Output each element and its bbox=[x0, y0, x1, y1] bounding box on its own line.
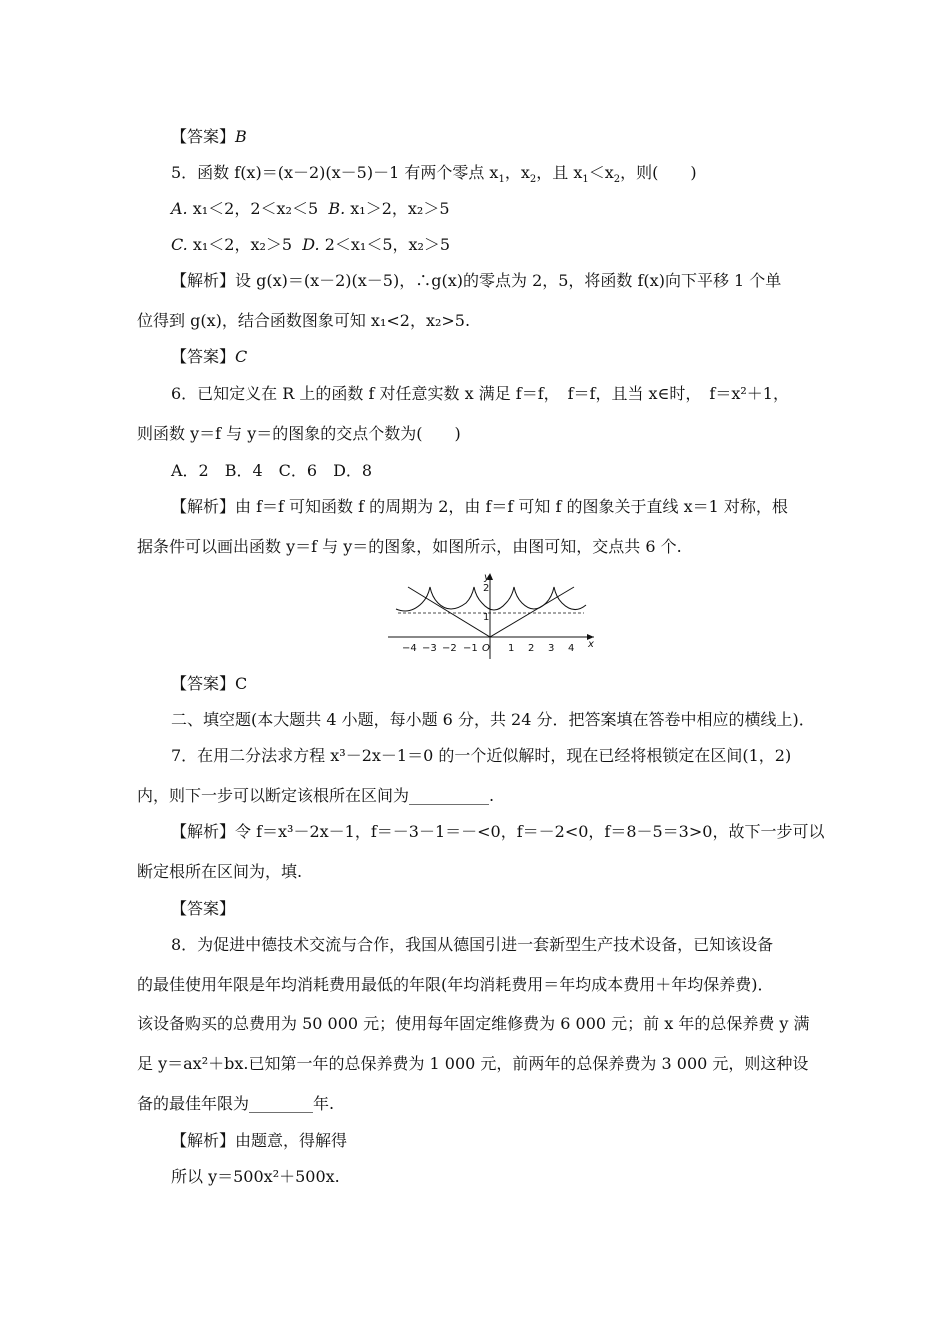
answer-value: C bbox=[235, 347, 248, 366]
section-heading: 二、填空题(本大题共 4 小题，每小题 6 分，共 24 分．把答案填在答卷中相应的横线上)． bbox=[171, 710, 815, 729]
analysis-text: 设 g(x)＝(x－2)(x－5)，∴g(x)的零点为 2，5，将函数 f(x)向下平移 1 个单 bbox=[235, 271, 782, 290]
answer-line: 【答案】 bbox=[171, 899, 236, 918]
option-b-label: B. bbox=[328, 199, 346, 218]
x-tick-label: 3 bbox=[548, 643, 555, 654]
question-8-stem-cont: 足 y＝ax²＋bx.已知第一年的总保养费为 1 000 元，前两年的总保养费为 3 000 元，则这种设 bbox=[137, 1054, 809, 1073]
stem-text: ＜x bbox=[588, 163, 614, 182]
question-6-analysis-cont: 据条件可以画出函数 y＝f 与 y＝的图象，如图所示，由图可知，交点共 6 个. bbox=[137, 537, 682, 556]
y-axis-label: y bbox=[484, 572, 490, 583]
stem-text: ，且 x bbox=[536, 163, 583, 182]
question-6-stem-cont: 则函数 y＝f 与 y＝的图象的交点个数为( ) bbox=[137, 424, 461, 443]
x-tick-label: 4 bbox=[568, 643, 575, 654]
x-tick-label: −3 bbox=[422, 643, 437, 654]
answer-tag: 【答案】 bbox=[171, 674, 236, 693]
question-5-analysis-cont: 位得到 g(x)，结合函数图象可知 x₁<2，x₂>5. bbox=[137, 311, 471, 330]
question-7-stem: 7．在用二分法求方程 x³－2x－1＝0 的一个近似解时，现在已经将根锁定在区间(1，2) bbox=[171, 746, 792, 765]
answer-tag: 【答案】 bbox=[171, 347, 236, 366]
subscript: 1 bbox=[582, 174, 589, 186]
question-8-stem-cont: 备的最佳年限为________年. bbox=[137, 1094, 335, 1113]
question-7-analysis bbox=[171, 822, 824, 842]
x-tick-label: −1 bbox=[463, 643, 478, 654]
periodic-curve bbox=[396, 587, 586, 611]
analysis-tag: 【解析】 bbox=[171, 822, 236, 841]
analysis-text: 令 f＝x³－2x－1，f＝－3－1＝－<0，f＝－2<0，f＝8－5＝3>0，故下一步可以 bbox=[235, 822, 825, 841]
origin-label: O bbox=[482, 643, 490, 654]
answer-line bbox=[171, 674, 247, 694]
analysis-tag: 【解析】 bbox=[171, 1131, 236, 1150]
x-axis-label: x bbox=[588, 639, 594, 650]
x-tick-label: −4 bbox=[402, 643, 417, 654]
question-5-stem bbox=[171, 163, 697, 186]
question-8-stem-cont: 该设备购买的总费用为 50 000 元；使用每年固定维修费为 6 000 元；前 x 年的总保养费 y 满 bbox=[137, 1014, 810, 1033]
x-tick-label: 2 bbox=[528, 643, 535, 654]
analysis-text: 由题意，得解得 bbox=[235, 1131, 348, 1150]
y-tick-label: 2 bbox=[483, 583, 490, 594]
question-6-analysis bbox=[171, 497, 788, 517]
x-tick-label: −2 bbox=[442, 643, 457, 654]
question-8-stem-cont: 的最佳使用年限是年均消耗费用最低的年限(年均消耗费用＝年均成本费用＋年均保养费)． bbox=[137, 975, 774, 994]
subscript: 1 bbox=[498, 174, 505, 186]
question-8-analysis-cont: 所以 y＝500x²＋500x. bbox=[171, 1167, 340, 1186]
question-5-options-ab bbox=[171, 199, 450, 219]
option-c-text: x₁＜2，x₂＞5 bbox=[187, 235, 293, 254]
option-d-text: 2＜x₁＜5，x₂＞5 bbox=[319, 235, 451, 254]
y-tick-label: 1 bbox=[483, 612, 490, 623]
v-line-left bbox=[408, 587, 490, 637]
stem-text: ，x bbox=[504, 163, 530, 182]
stem-text: 5．函数 f(x)＝(x－2)(x－5)－1 有两个零点 x bbox=[171, 163, 499, 182]
question-6-stem: 6．已知定义在 R 上的函数 f 对任意实数 x 满足 f＝f， f＝f，且当 x∈时， f＝x²＋1， bbox=[171, 384, 789, 403]
option-a-text: x₁＜2，2＜x₂＜5 bbox=[187, 199, 319, 218]
question-6-options: A．2 B．4 C．6 D．8 bbox=[171, 461, 373, 480]
answer-line bbox=[171, 347, 247, 367]
v-line-right bbox=[490, 587, 574, 637]
subscript: 2 bbox=[529, 174, 537, 186]
x-tick-label: 1 bbox=[508, 643, 515, 654]
question-5-analysis bbox=[171, 271, 781, 291]
answer-value: C bbox=[235, 674, 248, 693]
function-graph-figure bbox=[384, 567, 604, 663]
answer-line bbox=[171, 127, 247, 147]
option-c-label: C. bbox=[171, 235, 188, 254]
subscript: 2 bbox=[613, 174, 621, 186]
question-7-stem-cont: 内，则下一步可以断定该根所在区间为__________. bbox=[137, 786, 495, 805]
stem-text: ，则( ) bbox=[620, 163, 697, 182]
analysis-tag: 【解析】 bbox=[171, 497, 236, 516]
option-d-label: D. bbox=[302, 235, 320, 254]
option-b-text: x₁＞2，x₂＞5 bbox=[345, 199, 450, 218]
question-5-options-cd bbox=[171, 235, 450, 255]
answer-tag: 【答案】 bbox=[171, 127, 236, 146]
analysis-tag: 【解析】 bbox=[171, 271, 236, 290]
analysis-text: 由 f＝f 可知函数 f 的周期为 2，由 f＝f 可知 f 的图象关于直线 x＝1 对称，根 bbox=[235, 497, 788, 516]
question-8-analysis bbox=[171, 1131, 347, 1151]
option-a-label: A. bbox=[171, 199, 188, 218]
question-8-stem: 8．为促进中德技术交流与合作，我国从德国引进一套新型生产技术设备，已知该设备 bbox=[171, 935, 774, 954]
question-7-analysis-cont: 断定根所在区间为，填. bbox=[137, 862, 303, 881]
answer-value: B bbox=[235, 127, 247, 146]
